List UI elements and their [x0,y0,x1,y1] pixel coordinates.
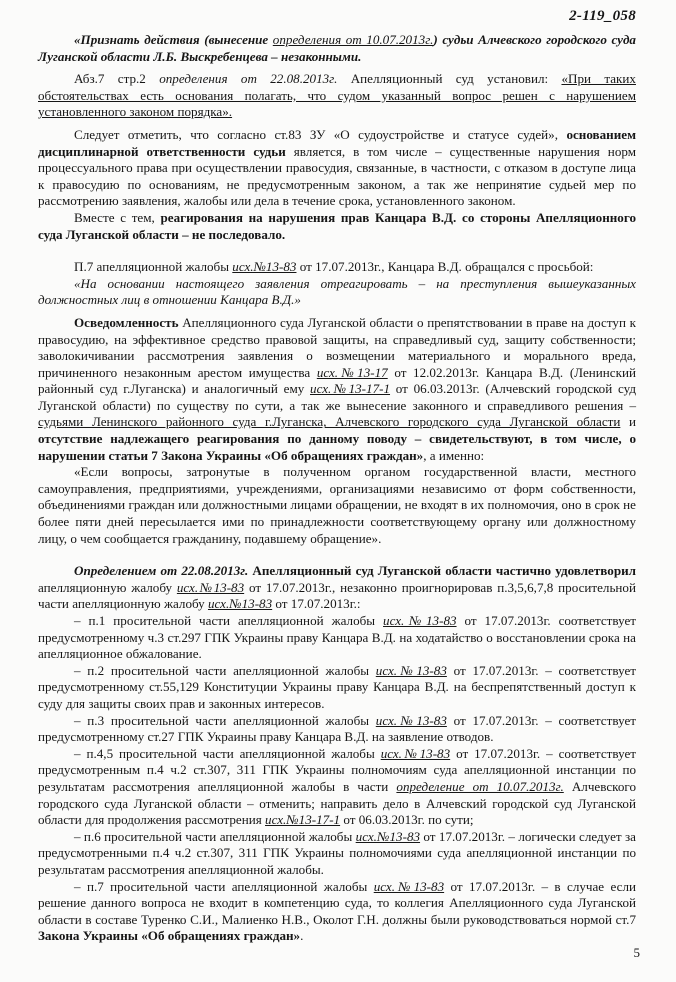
doc-ref: исх.№13-83 [176,579,245,595]
doc-ref: исх.№13-83 [232,259,297,275]
text: – п.7 просительной части апелляционной жалобы [74,878,374,894]
text: – п.3 просительной части апелляционной жалобы [74,712,376,728]
text: – п.4,5 просительной части апелляционной жалобы [74,745,381,761]
paragraph-request-quote [38,0,636,65]
text: Апелляционный суд установил: [337,71,562,87]
text: – п.1 просительной части апелляционной жалобы [74,613,384,628]
text: – п.6 просительной части апелляционной жалобы [74,828,356,844]
doc-ref: исх.№13-83 [355,828,421,844]
ruling-date-ref: определения от 22.08.2013г. [159,71,338,87]
text: от 17.07.2013г., незаконно проигнорировав п.3,5,6,7,8 просительной части апелляционную жалобу [38,579,636,612]
quote-text: ) судьи Алчевского городского суда Луганской области Л.Б. Выскребенцева – незаконными. [38,32,636,64]
text: Следует отметить, что согласно ст.83 ЗУ «О судоустройстве и статусе судей», [74,126,567,142]
text: от 17.07.2013г. – соответствует предусмотренному ст.55,129 Конституции Украины праву Канцара В.Д. на беспрепятственный доступ к суду для защиты своих прав и законных интересов. [38,662,636,711]
list-item [38,713,636,746]
text: . [300,928,304,944]
text: Алчевского городского суда Луганской области – отменить; направить дело в Алчевский городской суд Луганской области для продолжения рассмотрения [38,778,636,828]
bold-text: основанием дисциплинарной ответственности судьи [38,126,636,159]
text: от 17.07.2013г. – логически следует за предусмотренными п.4 ч.2 ст.307, 311 ГПК Украины полномочиями суда апелляционной инстанции по результатам рассмотрения апелляционной жалобы. [38,828,636,877]
paragraph-item7-quote [38,276,636,309]
text: от 17.07.2013г. соответствует предусмотренному ч.3 ст.297 ГПК Украины праву Канцара В.Д. на ходатайство о восстановлении срока на апелляционное обжалование. [38,613,636,662]
ruling-ref: Определением от 22.08.2013г. [74,563,249,579]
doc-ref: исх.№13-83 [375,712,447,728]
text: от 17.07.2013г. – соответствует предусмотренному ст.27 ГПК Украины праву Канцара В.Д. на заявление отводов. [38,712,636,745]
text: от 17.07.2013г.: [272,596,361,612]
doc-ref: исх.№13-83 [375,662,447,678]
list-item [38,613,636,663]
text: от 06.03.2013г. по сути; [340,812,474,828]
text: от 12.02.2013г. Канцара В.Д. (Ленинский районный суд г.Луганска) и аналогичный ему [38,364,636,397]
text: от 17.07.2013г., Канцара В.Д. обращался с просьбой: [296,259,594,275]
paragraph-awareness [38,315,636,464]
paragraph-law-quote [38,464,636,547]
bold-text: реагирования на нарушения прав Канцара В.Д. со стороны Апелляционного суда Луганской области – не последовало. [38,209,637,242]
text: апелляционную жалобу [38,579,177,595]
doc-ref: исх.№13-83 [380,745,451,761]
text: – п.2 просительной части апелляционной жалобы [74,662,376,678]
bold-text: Осведомленность [74,314,179,330]
document-id: 2-119_058 [569,8,636,24]
bold-text: отсутствие надлежащего реагирования по данному поводу – свидетельствуют, в том числе, о нарушении статьи 7 Закона Украины «Об обращениях граждан» [38,431,636,463]
text: и [620,414,636,430]
doc-ref: исх.№13-17-1 [310,381,391,397]
paragraph-disciplinary [38,127,636,210]
doc-ref: исх.№13-83 [373,878,445,894]
text: от 17.07.2013г. – в случае если решение данного вопроса не входит в компетенцию суда, то коллегия Апелляционного суда Луганской области в составе Туренко С.И., Малиенко Н.В., Околот Г.Н. должны были руководствоваться нормой ст.7 [38,878,636,927]
list-item [38,829,636,879]
bold-text: Закона Украины «Об обращениях граждан» [38,928,301,944]
text: , а именно: [423,447,485,463]
request-quote: «На основании настоящего заявления отреагировать – на преступления вышеуказанных должностных лиц в отношении Канцара В.Д.» [38,275,636,308]
bold-text: Апелляционный суд Луганской области частично удовлетворил [248,563,636,579]
paragraph-ruling [38,563,636,613]
paragraph-appeal-finding [38,71,636,121]
text: Абз.7 стр.2 [74,71,160,87]
quote-ruling-ref: определения от 10.07.2013г. [272,32,434,47]
doc-ref: исх.№13-17 [316,364,388,380]
doc-ref: определение от 10.07.2013г. [396,778,564,794]
list-item [38,663,636,713]
quote-text: «Признать действия (вынесение [74,32,273,47]
doc-ref: исх.№13-83 [207,596,273,612]
text: является, в том числе – существенные нарушения норм процессуального права при осуществлении правосудия, связанные, в частности, с отказом в доступе лица к правосудию по основаниям, не предусмотренным законом, а так же непринятие судьей мер по рассмотрению заявления, жалобы или дела в течение срока, установленного законом. [38,143,636,209]
text: Апелляционного суда Луганской области о препятствовании в праве на доступ к правосудию, на эффективное средство правовой защиты, на справедливый суд, защиту собственности; заволокичивании рассмотрения заявления о возмещении материального и морального вреда, причиненного незаконным арестом имущества [38,314,636,380]
text: от 06.03.2013г. (Алчевский городской суд Луганской области) по существу по сути, а так же вынесение законного и справедливого решения – [38,381,636,413]
paragraph-no-reaction [38,210,636,243]
law-quote: «Если вопросы, затронутые в полученном органом государственной власти, местного самоуправления, предприятиями, учреждениями, организациями независимо от форм собственности, объединениями граждан или должностными лицами обращении, не входят в их полномочия, оно в срок не более пяти дней пересылается ими по принадлежности соответствующему органу или должностному лицу, о чем сообщается гражданину, подавшему обращение». [38,464,636,546]
doc-ref: исх.№13-17-1 [265,812,341,828]
paragraph-item7-request [38,259,636,276]
list-item [38,879,636,945]
text: от 17.07.2013г. – соответствует предусмотренным п.4 ч.2 ст.307, 311 ГПК Украины полномочиям суда апелляционной инстанции по результатам рассмотрения апелляционной жалобы в части [38,745,636,794]
doc-ref: исх.№13-83 [383,613,457,628]
text: П.7 апелляционной жалобы [74,259,233,275]
courts-ref: судьями Ленинского районного суда г.Луганска, Алчевского городского суда Луганской области [38,414,621,430]
court-finding-quote: «При таких обстоятельствах есть основания полагать, что судом указанный вопрос решен с нарушением установленного законом порядка». [38,71,636,120]
text: Вместе с тем, [74,209,161,225]
list-item [38,746,636,829]
page-number: 5 [633,945,640,961]
